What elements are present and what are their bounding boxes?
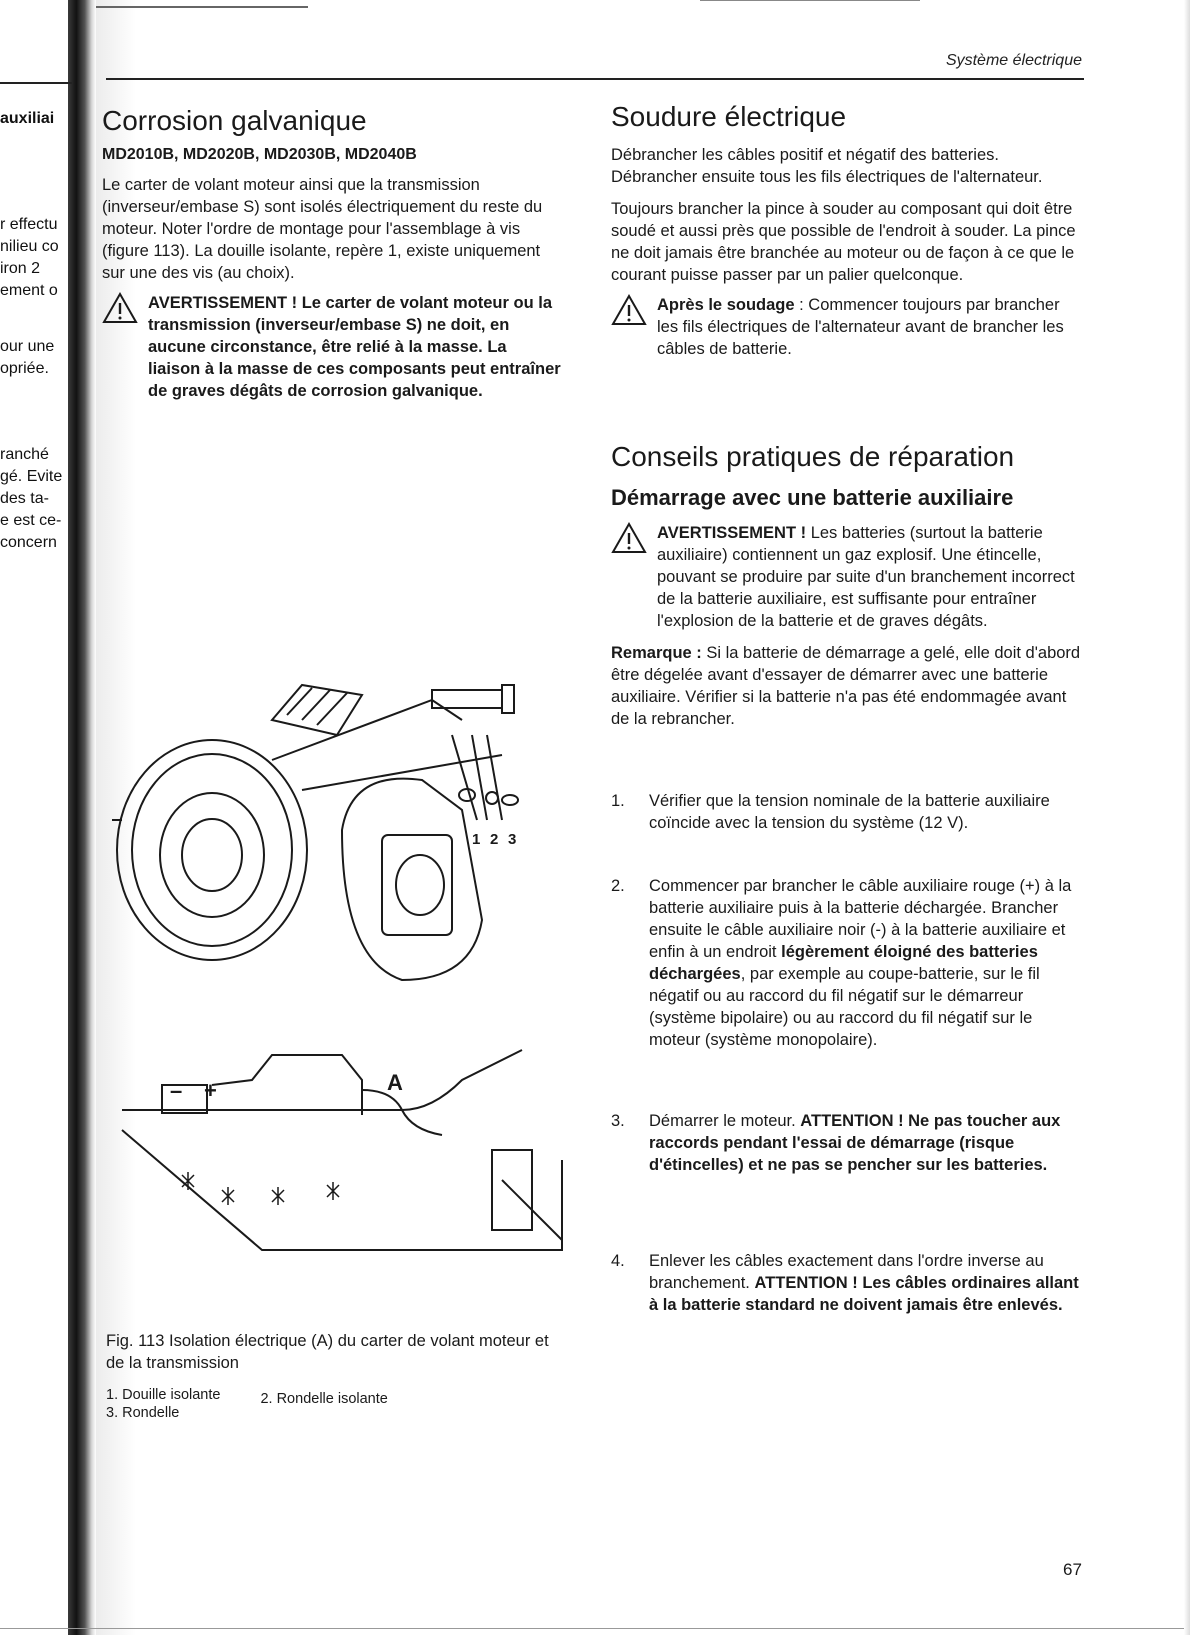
step-text-bold: ATTENTION ! Les câbles ordinaires allant à la batterie standard ne doivent jamais être enlevés.: [649, 1274, 1079, 1314]
step-3: [611, 1110, 1081, 1176]
demarrage-warning-bold: AVERTISSEMENT !: [657, 524, 807, 542]
figure-caption: Fig. 113 Isolation électrique (A) du carter de volant moteur et de la transmission: [106, 1332, 549, 1372]
left-page-rule: [0, 82, 72, 84]
remarque-body: Si la batterie de démarrage a gelé, elle doit d'abord être dégelée avant d'essayer de démarrer avec une batterie auxiliaire. Vérifier si la batterie n'a pas été endommagée avant de la rebrancher.: [611, 644, 1081, 728]
demarrage-warning: [611, 522, 1081, 632]
step-text: Vérifier que la tension nominale de la batterie auxiliaire coïncide avec la tension du système (12 V).: [649, 792, 1050, 832]
soudure-title: Soudure électrique: [611, 101, 847, 132]
bleed-line: gé. Evite: [0, 468, 63, 485]
soudure-paragraph-1: Débrancher les câbles positif et négatif des batteries. Débrancher ensuite tous les fils électriques de l'alternateur.: [611, 146, 1043, 186]
step-text-part: Démarrer le moteur.: [649, 1112, 801, 1130]
right-edge-shadow: [1184, 0, 1190, 1635]
bleed-line: opriée.: [0, 360, 49, 377]
top-edge-rule: [96, 6, 308, 8]
step-text: [649, 1110, 1081, 1176]
right-column-top: [611, 100, 1081, 360]
legend-item: 1. Douille isolante: [106, 1387, 221, 1403]
warning-triangle-icon: [611, 294, 647, 326]
page-number: 67: [1063, 1560, 1082, 1579]
bleed-line: r effectu: [0, 216, 58, 233]
binding-shadow: [68, 0, 96, 1635]
right-column-conseils: [611, 440, 1081, 730]
demarrage-title: Démarrage avec une batterie auxiliaire: [611, 485, 1014, 510]
corrosion-warning: [102, 292, 562, 402]
bleed-line: our une: [0, 338, 55, 355]
battery-minus-label: –: [170, 1078, 183, 1103]
demarrage-warning-body: Les batteries (surtout la batterie auxiliaire) contiennent un gaz explosif. Une étincelle, pouvant se produire par suite d'un branchement incorrect de la batterie auxiliaire, est suffisante pour entraîner l'explosion de la batterie et de graves dégâts.: [657, 524, 1075, 630]
bleed-line: ranché: [0, 446, 49, 463]
part-label-3: 3: [508, 831, 517, 848]
bleed-line: ement o: [0, 282, 58, 299]
step-number: 4.: [611, 1252, 625, 1270]
legend-item: 2. Rondelle isolante: [260, 1391, 388, 1407]
model-list: MD2010B, MD2020B, MD2030B, MD2040B: [102, 146, 417, 163]
warning-triangle-icon: [102, 292, 138, 324]
step-text-part: Commencer par brancher le câble auxiliaire rouge (+) à la batterie auxiliaire puis à la batterie déchargée. Brancher ensuite le câble auxiliaire noir (-) à la batterie auxiliaire et enfin à un endroit: [649, 877, 1072, 961]
step-number: 3.: [611, 1112, 625, 1130]
corrosion-intro: Le carter de volant moteur ainsi que la transmission (inverseur/embase S) sont isolés électriquement du reste du moteur. Noter l'ordre de montage pour l'assemblage à vis (figure 113). La douille isolante, repère 1, existe uniquement sur une des vis (au choix).: [102, 176, 543, 282]
step-number: 1.: [611, 792, 625, 810]
warning-triangle-icon: [611, 522, 647, 554]
figure-113-drawing: [102, 660, 572, 1280]
step-1: [611, 790, 1081, 834]
step-text: [649, 1250, 1081, 1316]
step-2: [611, 875, 1081, 1051]
remarque-paragraph: [611, 642, 1081, 730]
step-text-part: Enlever les câbles exactement dans l'ordre inverse au branchement.: [649, 1252, 1044, 1292]
step-text-bold: ATTENTION ! Ne pas toucher aux raccords pendant l'essai de démarrage (risque d'étincelles) et ne pas se pencher sur les batteries.: [649, 1112, 1061, 1174]
soudure-warning-text: [657, 294, 1081, 360]
conseils-title: Conseils pratiques de réparation: [611, 441, 1015, 472]
demarrage-warning-text: [657, 522, 1081, 632]
bleed-line: concern: [0, 534, 57, 551]
left-column: [102, 104, 562, 402]
soudure-warning: [611, 294, 1081, 360]
figure-legend: [106, 1386, 566, 1422]
bleed-line: iron 2: [0, 260, 41, 277]
battery-plus-label: +: [204, 1078, 217, 1103]
part-label-1: 1: [472, 831, 481, 848]
isolation-label-a: A: [387, 1070, 403, 1095]
step-number: 2.: [611, 877, 625, 895]
soudure-warning-bold: Après le soudage: [657, 296, 795, 314]
bleed-line: e est ce-: [0, 512, 62, 529]
step-text-part: , par exemple au coupe-batterie, sur le fil négatif ou au raccord du fil négatif sur le démarreur (système bipolaire) ou au raccord du fil négatif sur le moteur (système monopolaire).: [649, 965, 1040, 1049]
bleed-line: auxiliai: [0, 110, 55, 127]
step-4: [611, 1250, 1081, 1316]
top-edge-rule-right: [700, 0, 920, 1]
remarque-label: Remarque :: [611, 644, 702, 662]
header-rule: [106, 78, 1084, 80]
bottom-edge-rule: [0, 1628, 1190, 1629]
figure-caption-block: [106, 1330, 566, 1422]
soudure-paragraph-2: Toujours brancher la pince à souder au composant qui doit être soudé et aussi près que possible de l'endroit à souder. La pince ne doit jamais être branchée au moteur ou de façon à ce que le courant puisse passer par un palier quelconque.: [611, 200, 1076, 284]
step-text-bold: légèrement éloigné des batteries déchargées: [649, 943, 1038, 983]
bleed-line: des ta-: [0, 490, 49, 507]
soudure-warning-body: : Commencer toujours par brancher les fils électriques de l'alternateur avant de brancher les câbles de batterie.: [657, 296, 1064, 358]
corrosion-title: Corrosion galvanique: [102, 105, 367, 136]
legend-item: 3. Rondelle: [106, 1405, 180, 1421]
step-text: [649, 875, 1081, 1051]
corrosion-warning-text: AVERTISSEMENT ! Le carter de volant moteur ou la transmission (inverseur/embase S) ne doit, en aucune circonstance, être relié à la masse. La liaison à la masse de ces composants peut entraîner de graves dégâts de corrosion galvanique.: [148, 294, 561, 400]
part-label-2: 2: [490, 831, 499, 848]
section-header: Système électrique: [945, 52, 1082, 69]
bleed-line: nilieu co: [0, 238, 59, 255]
